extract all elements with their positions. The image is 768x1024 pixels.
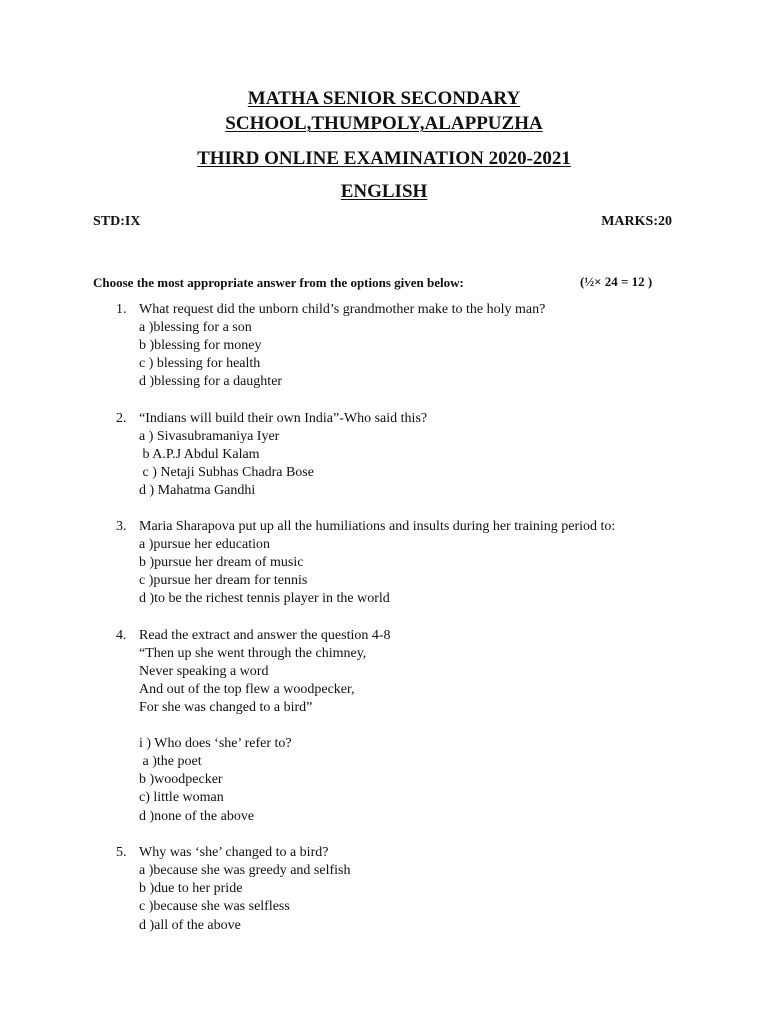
instruction-marks: (½× 24 = 12 ) — [580, 274, 653, 289]
question-text: Read the extract and answer the question 4-8 — [139, 628, 391, 643]
question-number: 4. — [116, 628, 127, 643]
option: c )pursue her dream for tennis — [139, 573, 308, 588]
option: b )blessing for money — [139, 338, 262, 353]
option: d ) Mahatma Gandhi — [139, 483, 256, 498]
question-number: 5. — [116, 845, 127, 860]
question-number: 1. — [116, 302, 127, 317]
option: c ) Netaji Subhas Chadra Bose — [139, 465, 314, 480]
option: b )woodpecker — [139, 772, 223, 787]
marks-label: MARKS:20 — [601, 214, 672, 229]
option: d )none of the above — [139, 809, 255, 824]
option: c )because she was selfless — [139, 899, 290, 914]
option: c ) blessing for health — [139, 356, 261, 371]
extract-line: For she was changed to a bird” — [139, 700, 313, 715]
std-label: STD:IX — [93, 214, 141, 229]
extract-line: And out of the top flew a woodpecker, — [139, 682, 355, 697]
option: a ) Sivasubramaniya Iyer — [139, 429, 280, 444]
option: d )blessing for a daughter — [139, 374, 283, 389]
exam-title: THIRD ONLINE EXAMINATION 2020-2021 — [197, 148, 571, 169]
extract-line: Never speaking a word — [139, 664, 269, 679]
question-number: 2. — [116, 411, 127, 426]
question-text: Why was ‘she’ changed to a bird? — [139, 845, 329, 860]
subquestion-text: i ) Who does ‘she’ refer to? — [139, 736, 292, 751]
option: b )pursue her dream of music — [139, 555, 304, 570]
option: b A.P.J Abdul Kalam — [139, 447, 260, 462]
instruction-text: Choose the most appropriate answer from the options given below: — [93, 275, 464, 290]
option: c) little woman — [139, 790, 224, 805]
option: d )all of the above — [139, 918, 241, 933]
extract-line: “Then up she went through the chimney, — [139, 646, 367, 661]
school-name-line1: MATHA SENIOR SECONDARY — [247, 88, 521, 109]
subject-title: ENGLISH — [340, 181, 428, 202]
option: a )pursue her education — [139, 537, 270, 552]
question-text: Maria Sharapova put up all the humiliations and insults during her training period to: — [139, 519, 616, 534]
question-number: 3. — [116, 519, 127, 534]
question-text: What request did the unborn child’s grandmother make to the holy man? — [139, 302, 546, 317]
school-name-line2: SCHOOL,THUMPOLY,ALAPPUZHA — [225, 113, 543, 134]
option: a )because she was greedy and selfish — [139, 863, 351, 878]
question-text: “Indians will build their own India”-Who said this? — [139, 411, 428, 426]
option: b )due to her pride — [139, 881, 243, 896]
option: a )the poet — [139, 754, 202, 769]
option: d )to be the richest tennis player in the world — [139, 591, 390, 606]
option: a )blessing for a son — [139, 320, 252, 335]
